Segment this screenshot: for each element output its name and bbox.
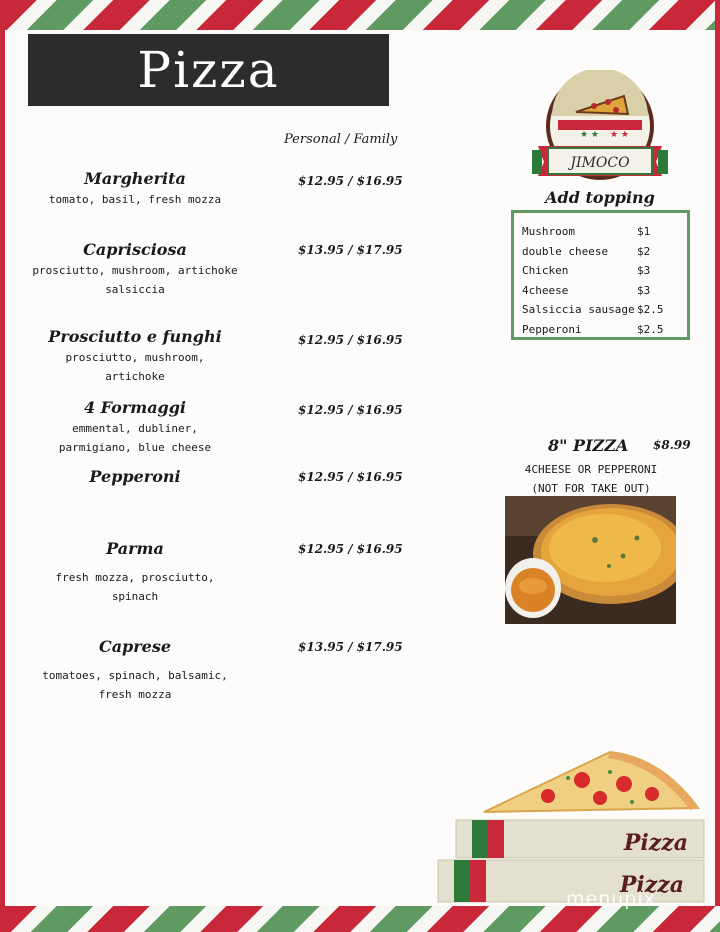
special-title: 8" PIZZA [548,436,629,455]
menu-item [20,538,250,606]
topping-name: Pepperoni [522,322,582,336]
logo-text: JIMOCO [570,155,630,171]
topping-price: $2 [637,244,651,258]
top-stripe-border [0,0,720,30]
pizza-photo [505,496,676,624]
item-name: Prosciutto e funghi [48,327,222,346]
special-desc-line: 4CHEESE OR PEPPERONI [524,463,658,476]
item-price: $12.95 / $16.95 [298,333,403,347]
topping-price: $1 [637,225,651,238]
item-desc: emmental, dubliner, [72,422,198,435]
special-desc [506,460,676,498]
menu-item [20,397,250,457]
price-column-header: Personal / Family [284,132,398,147]
topping-price: $3 [637,283,651,297]
item-price: $13.95 / $17.95 [298,243,403,257]
left-border [0,0,5,932]
item-desc: parmigiano, blue cheese [58,441,212,454]
topping-list [511,210,690,340]
pizza-boxes-illustration [432,748,708,906]
item-name: Caprese [98,637,172,656]
special-price: $8.99 [653,438,691,452]
title-banner [28,34,389,106]
topping-name: Chicken [522,264,569,277]
page-title: Pizza [137,41,280,99]
item-desc: prosciutto, mushroom, [65,351,205,364]
item-price: $12.95 / $16.95 [298,174,403,188]
item-desc: fresh mozza [98,688,172,701]
topping-price: $2.5 [637,322,664,336]
item-name: Margherita [84,169,186,188]
box-label: Pizza [623,830,688,856]
item-desc: salsiccia [105,283,165,296]
menu-item [20,636,250,704]
topping-price: $2.5 [637,303,664,316]
right-border [715,0,720,932]
item-price: $12.95 / $16.95 [298,403,403,417]
menu-item [20,168,250,209]
item-name: Parma [106,539,164,558]
item-desc: tomato, basil, fresh mozza [48,193,222,206]
item-price: $13.95 / $17.95 [298,640,403,654]
item-price: $12.95 / $16.95 [298,542,403,556]
svg-text:★ ★: ★ ★ [610,130,629,140]
list-item [522,242,679,262]
menu-item [20,326,250,386]
topping-name: Mushroom [522,225,575,238]
item-name: Caprisciosa [83,240,187,259]
item-desc: spinach [111,590,159,603]
item-name: Pepperoni [89,467,181,486]
list-item [522,261,679,281]
jimoco-logo [532,70,668,182]
item-desc: fresh mozza, prosciutto, [55,571,215,584]
item-desc: artichoke [105,370,165,383]
topping-name: 4cheese [522,283,569,297]
watermark: menupix [566,888,656,910]
box-label: Pizza [619,872,684,898]
item-desc: tomatoes, spinach, balsamic, [42,669,228,682]
topping-name: double cheese [522,244,609,258]
item-desc: prosciutto, mushroom, artichoke [32,264,238,277]
list-item [522,281,679,301]
svg-text:★ ★: ★ ★ [580,130,599,140]
list-item [522,222,679,242]
menu-item [20,466,250,488]
topping-name: Salsiccia sausage [522,303,635,316]
list-item [522,320,679,340]
topping-price: $3 [637,264,651,277]
item-name: 4 Formaggi [83,398,187,417]
topping-title: Add topping [545,188,655,207]
special-desc-line: (NOT FOR TAKE OUT) [531,482,651,495]
list-item [522,300,679,320]
item-price: $12.95 / $16.95 [298,470,403,484]
menu-item [20,239,250,299]
